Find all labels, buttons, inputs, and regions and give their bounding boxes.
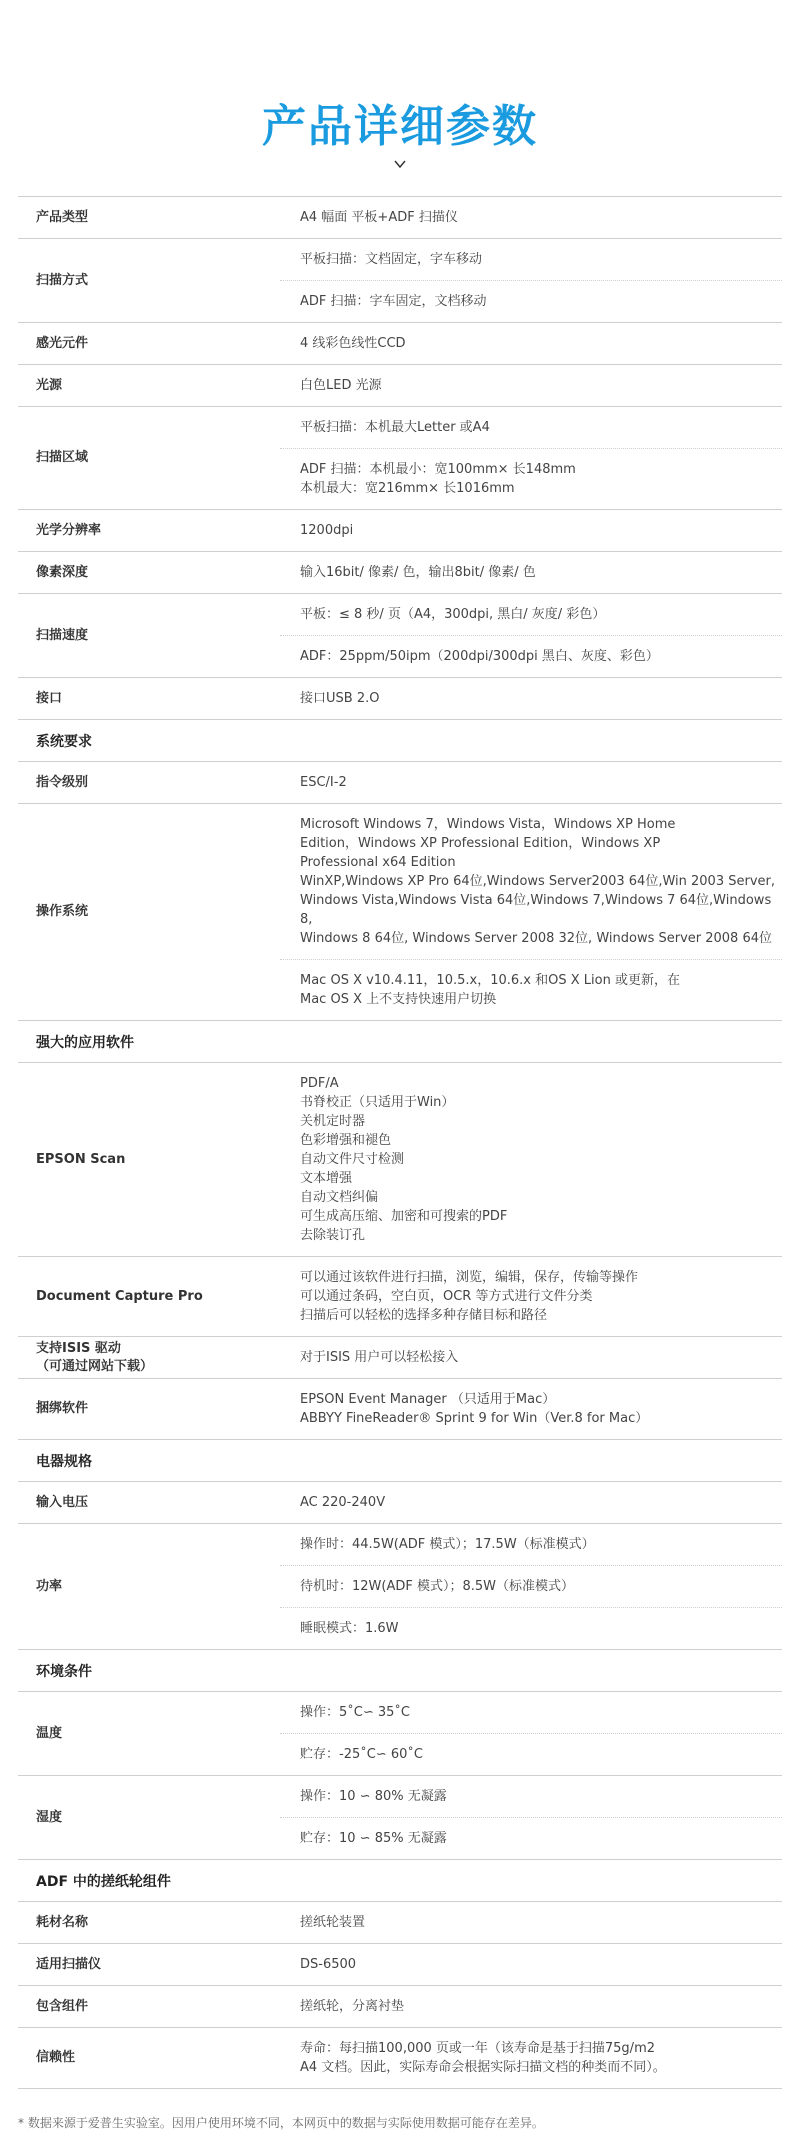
spec-label-text: 功率	[36, 1578, 63, 1594]
spec-values	[280, 239, 782, 322]
spec-label	[18, 1337, 280, 1378]
spec-label-text: 扫描速度	[36, 627, 89, 643]
page-header	[0, 100, 800, 174]
spec-value-cell	[280, 197, 782, 238]
spec-value-cell	[280, 448, 782, 509]
spec-label	[18, 552, 280, 593]
spec-value: 平板扫描：本机最大Letter 或A4	[300, 420, 490, 435]
spec-label	[18, 1986, 280, 2027]
spec-row	[18, 1986, 782, 2028]
spec-value: 操作：5˚C∽ 35˚C	[300, 1705, 410, 1720]
spec-value-cell	[280, 1482, 782, 1523]
spec-value-cell	[280, 1902, 782, 1943]
spec-label	[18, 407, 280, 509]
spec-value-cell	[280, 365, 782, 406]
spec-label-text: 信赖性	[36, 2050, 76, 2065]
spec-value-cell	[280, 678, 782, 719]
spec-value: AC 220-240V	[300, 1495, 386, 1510]
spec-label-text: 支持ISIS 驱动 （可通过网站下载）	[36, 1340, 154, 1374]
spec-value: 贮存：10 ∽ 85% 无凝露	[300, 1831, 447, 1846]
spec-row	[18, 762, 782, 804]
spec-values	[280, 1337, 782, 1378]
spec-label	[18, 323, 280, 364]
spec-values	[280, 1482, 782, 1523]
section-title: 强大的应用软件	[36, 1034, 134, 1051]
spec-value-cell	[280, 1944, 782, 1985]
spec-value-cell	[280, 1692, 782, 1733]
spec-value: 4 线彩色线性CCD	[300, 336, 406, 351]
section-title: 系统要求	[36, 733, 92, 750]
spec-value: 平板：≤ 8 秒/ 页（A4，300dpi, 黑白/ 灰度/ 彩色）	[300, 607, 606, 622]
spec-value: 接口USB 2.O	[300, 691, 380, 706]
spec-row	[18, 407, 782, 510]
spec-label	[18, 1524, 280, 1649]
spec-values	[280, 1524, 782, 1649]
spec-values	[280, 1776, 782, 1859]
spec-values	[280, 1944, 782, 1985]
spec-label	[18, 1063, 280, 1256]
spec-label-text: 温度	[36, 1725, 63, 1741]
spec-value-cell	[280, 1817, 782, 1859]
spec-value-cell	[280, 239, 782, 280]
spec-values	[280, 510, 782, 551]
spec-value: 睡眠模式：1.6W	[300, 1621, 399, 1636]
spec-row	[18, 239, 782, 323]
spec-row	[18, 196, 782, 239]
spec-label-text: 扫描区域	[36, 450, 89, 465]
spec-value: 可以通过该软件进行扫描，浏览，编辑，保存，传输等操作 可以通过条码，空白页，OCR 等方式进行文件分类 扫描后可以轻松的选择多种存储目标和路径	[300, 1270, 639, 1323]
spec-row	[18, 1257, 782, 1337]
spec-value: ADF 扫描：字车固定，文档移动	[300, 294, 487, 309]
spec-value-cell	[280, 1524, 782, 1565]
spec-row	[18, 1482, 782, 1524]
spec-label	[18, 1776, 280, 1859]
spec-value-cell	[280, 1257, 782, 1336]
spec-value: 输入16bit/ 像素/ 色，输出8bit/ 像素/ 色	[300, 565, 536, 580]
spec-values	[280, 323, 782, 364]
spec-label-text: 耗材名称	[36, 1914, 89, 1930]
spec-value: EPSON Event Manager （只适用于Mac） ABBYY FineReader® Sprint 9 for Win（Ver.8 for Mac）	[300, 1392, 649, 1426]
section-header-row	[18, 1021, 782, 1063]
spec-label	[18, 1902, 280, 1943]
spec-values	[280, 1902, 782, 1943]
spec-value: 白色LED 光源	[300, 378, 382, 393]
spec-row	[18, 1944, 782, 1986]
spec-value: ESC/I-2	[300, 775, 347, 790]
spec-label	[18, 1257, 280, 1336]
spec-value-cell	[280, 959, 782, 1020]
spec-value: Microsoft Windows 7，Windows Vista，Windows XP Home Edition，Windows XP Professional Edition，Windows XP Professional x64 Edition WinXP,Windows XP Pro 64位,Windows Server2003 64位,Win 2003 Server, Windows Vista,Windows Vista 64位,Windows 7,Windows 7 64位,Windows 8, Windows 8 64位, Windows Server 2008 32位, Windows Server 2008 64位	[300, 817, 775, 946]
spec-value: ADF：25ppm/50ipm（200dpi/300dpi 黑白、灰度、彩色）	[300, 649, 659, 664]
spec-value: 1200dpi	[300, 523, 354, 538]
spec-label	[18, 594, 280, 677]
spec-row	[18, 365, 782, 407]
spec-label	[18, 804, 280, 1020]
spec-values	[280, 365, 782, 406]
spec-values	[280, 1692, 782, 1775]
spec-value: 操作时：44.5W(ADF 模式）；17.5W（标准模式）	[300, 1537, 595, 1552]
spec-row	[18, 1524, 782, 1650]
spec-value-cell	[280, 1063, 782, 1256]
spec-value-cell	[280, 1607, 782, 1649]
spec-label-text: 适用扫描仪	[36, 1956, 102, 1972]
spec-value-cell	[280, 762, 782, 803]
spec-label-text: Document Capture Pro	[36, 1288, 203, 1304]
spec-value-cell	[280, 804, 782, 959]
spec-label-text: 产品类型	[36, 209, 89, 225]
spec-values	[280, 804, 782, 1020]
spec-values	[280, 407, 782, 509]
spec-values	[280, 678, 782, 719]
spec-value-cell	[280, 280, 782, 322]
footnote: * 数据来源于爱普生实验室。因用户使用环境不同，本网页中的数据与实际使用数据可能存在差异。	[18, 2116, 544, 2130]
spec-values	[280, 1063, 782, 1256]
spec-value: 待机时：12W(ADF 模式）；8.5W（标准模式）	[300, 1579, 575, 1594]
spec-label	[18, 1379, 280, 1439]
spec-value-cell	[280, 510, 782, 551]
spec-value-cell	[280, 635, 782, 677]
chevron-down-icon	[394, 158, 406, 170]
section-header-row	[18, 1860, 782, 1902]
spec-value: 搓纸轮，分离衬垫	[300, 1999, 405, 2014]
spec-label	[18, 365, 280, 406]
section-title: 电器规格	[36, 1453, 92, 1470]
spec-value: 搓纸轮装置	[300, 1915, 366, 1930]
spec-row	[18, 323, 782, 365]
spec-value-cell	[280, 594, 782, 635]
spec-values	[280, 1379, 782, 1439]
spec-label	[18, 2028, 280, 2088]
spec-label	[18, 1944, 280, 1985]
spec-label-text: 扫描方式	[36, 272, 89, 288]
spec-label-text: 像素深度	[36, 564, 89, 580]
spec-label-text: 光源	[36, 377, 63, 393]
spec-value-cell	[280, 1565, 782, 1607]
spec-values	[280, 762, 782, 803]
spec-label	[18, 678, 280, 719]
spec-label-text: 感光元件	[36, 335, 89, 351]
spec-value: 对于ISIS 用户可以轻松接入	[300, 1350, 459, 1365]
page-title: 产品详细参数	[262, 101, 538, 152]
spec-value-cell	[280, 1379, 782, 1439]
spec-row	[18, 1379, 782, 1440]
spec-row	[18, 678, 782, 720]
spec-row	[18, 2028, 782, 2089]
spec-label	[18, 239, 280, 322]
spec-row	[18, 1692, 782, 1776]
spec-value-cell	[280, 1337, 782, 1378]
spec-label-text: EPSON Scan	[36, 1151, 126, 1167]
spec-values	[280, 197, 782, 238]
spec-value: 操作：10 ∽ 80% 无凝露	[300, 1789, 447, 1804]
spec-label-text: 包含组件	[36, 1998, 89, 2014]
section-title: ADF 中的搓纸轮组件	[36, 1873, 171, 1890]
spec-value: 贮存：-25˚C∽ 60˚C	[300, 1747, 423, 1762]
spec-table	[18, 196, 782, 2089]
spec-label	[18, 762, 280, 803]
spec-value-cell	[280, 2028, 782, 2088]
spec-row	[18, 594, 782, 678]
spec-label-text: 指令级别	[36, 774, 89, 790]
spec-row	[18, 552, 782, 594]
spec-value: ADF 扫描：本机最小：宽100mm× 长148mm 本机最大：宽216mm× 长1016mm	[300, 462, 576, 496]
section-header-row	[18, 720, 782, 762]
spec-values	[280, 1986, 782, 2027]
spec-label-text: 操作系统	[36, 904, 89, 919]
spec-row	[18, 510, 782, 552]
spec-label	[18, 197, 280, 238]
section-title: 环境条件	[36, 1663, 92, 1680]
spec-value-cell	[280, 407, 782, 448]
spec-label-text: 湿度	[36, 1809, 63, 1825]
spec-row	[18, 1337, 782, 1379]
spec-value: DS-6500	[300, 1957, 357, 1972]
spec-values	[280, 2028, 782, 2088]
spec-label	[18, 510, 280, 551]
spec-row	[18, 1902, 782, 1944]
spec-label-text: 接口	[36, 690, 63, 706]
spec-label	[18, 1692, 280, 1775]
spec-values	[280, 552, 782, 593]
spec-value-cell	[280, 323, 782, 364]
spec-value: 寿命：每扫描100,000 页或一年（该寿命是基于扫描75g/m2 A4 文档。因此，实际寿命会根据实际扫描文档的种类而不同）。	[300, 2041, 666, 2075]
spec-label-text: 输入电压	[36, 1494, 89, 1510]
section-header-row	[18, 1440, 782, 1482]
section-header-row	[18, 1650, 782, 1692]
spec-value: Mac OS X v10.4.11，10.5.x，10.6.x 和OS X Lion 或更新，在 Mac OS X 上不支持快速用户切换	[300, 973, 680, 1007]
spec-value: 平板扫描：文档固定，字车移动	[300, 252, 483, 267]
spec-label-text: 捆绑软件	[36, 1401, 89, 1416]
spec-value-cell	[280, 552, 782, 593]
spec-value-cell	[280, 1986, 782, 2027]
spec-value: A4 幅面 平板+ADF 扫描仪	[300, 210, 458, 225]
spec-label	[18, 1482, 280, 1523]
spec-value: PDF/A 书脊校正（只适用于Win） 关机定时器 色彩增强和褪色 自动文件尺寸检测 文本增强 自动文档纠偏 可生成高压缩、加密和可搜索的PDF 去除装订孔	[300, 1076, 508, 1243]
spec-row	[18, 1063, 782, 1257]
spec-value-cell	[280, 1733, 782, 1775]
spec-values	[280, 594, 782, 677]
spec-row	[18, 1776, 782, 1860]
spec-label-text: 光学分辨率	[36, 522, 102, 538]
spec-values	[280, 1257, 782, 1336]
spec-row	[18, 804, 782, 1021]
spec-value-cell	[280, 1776, 782, 1817]
